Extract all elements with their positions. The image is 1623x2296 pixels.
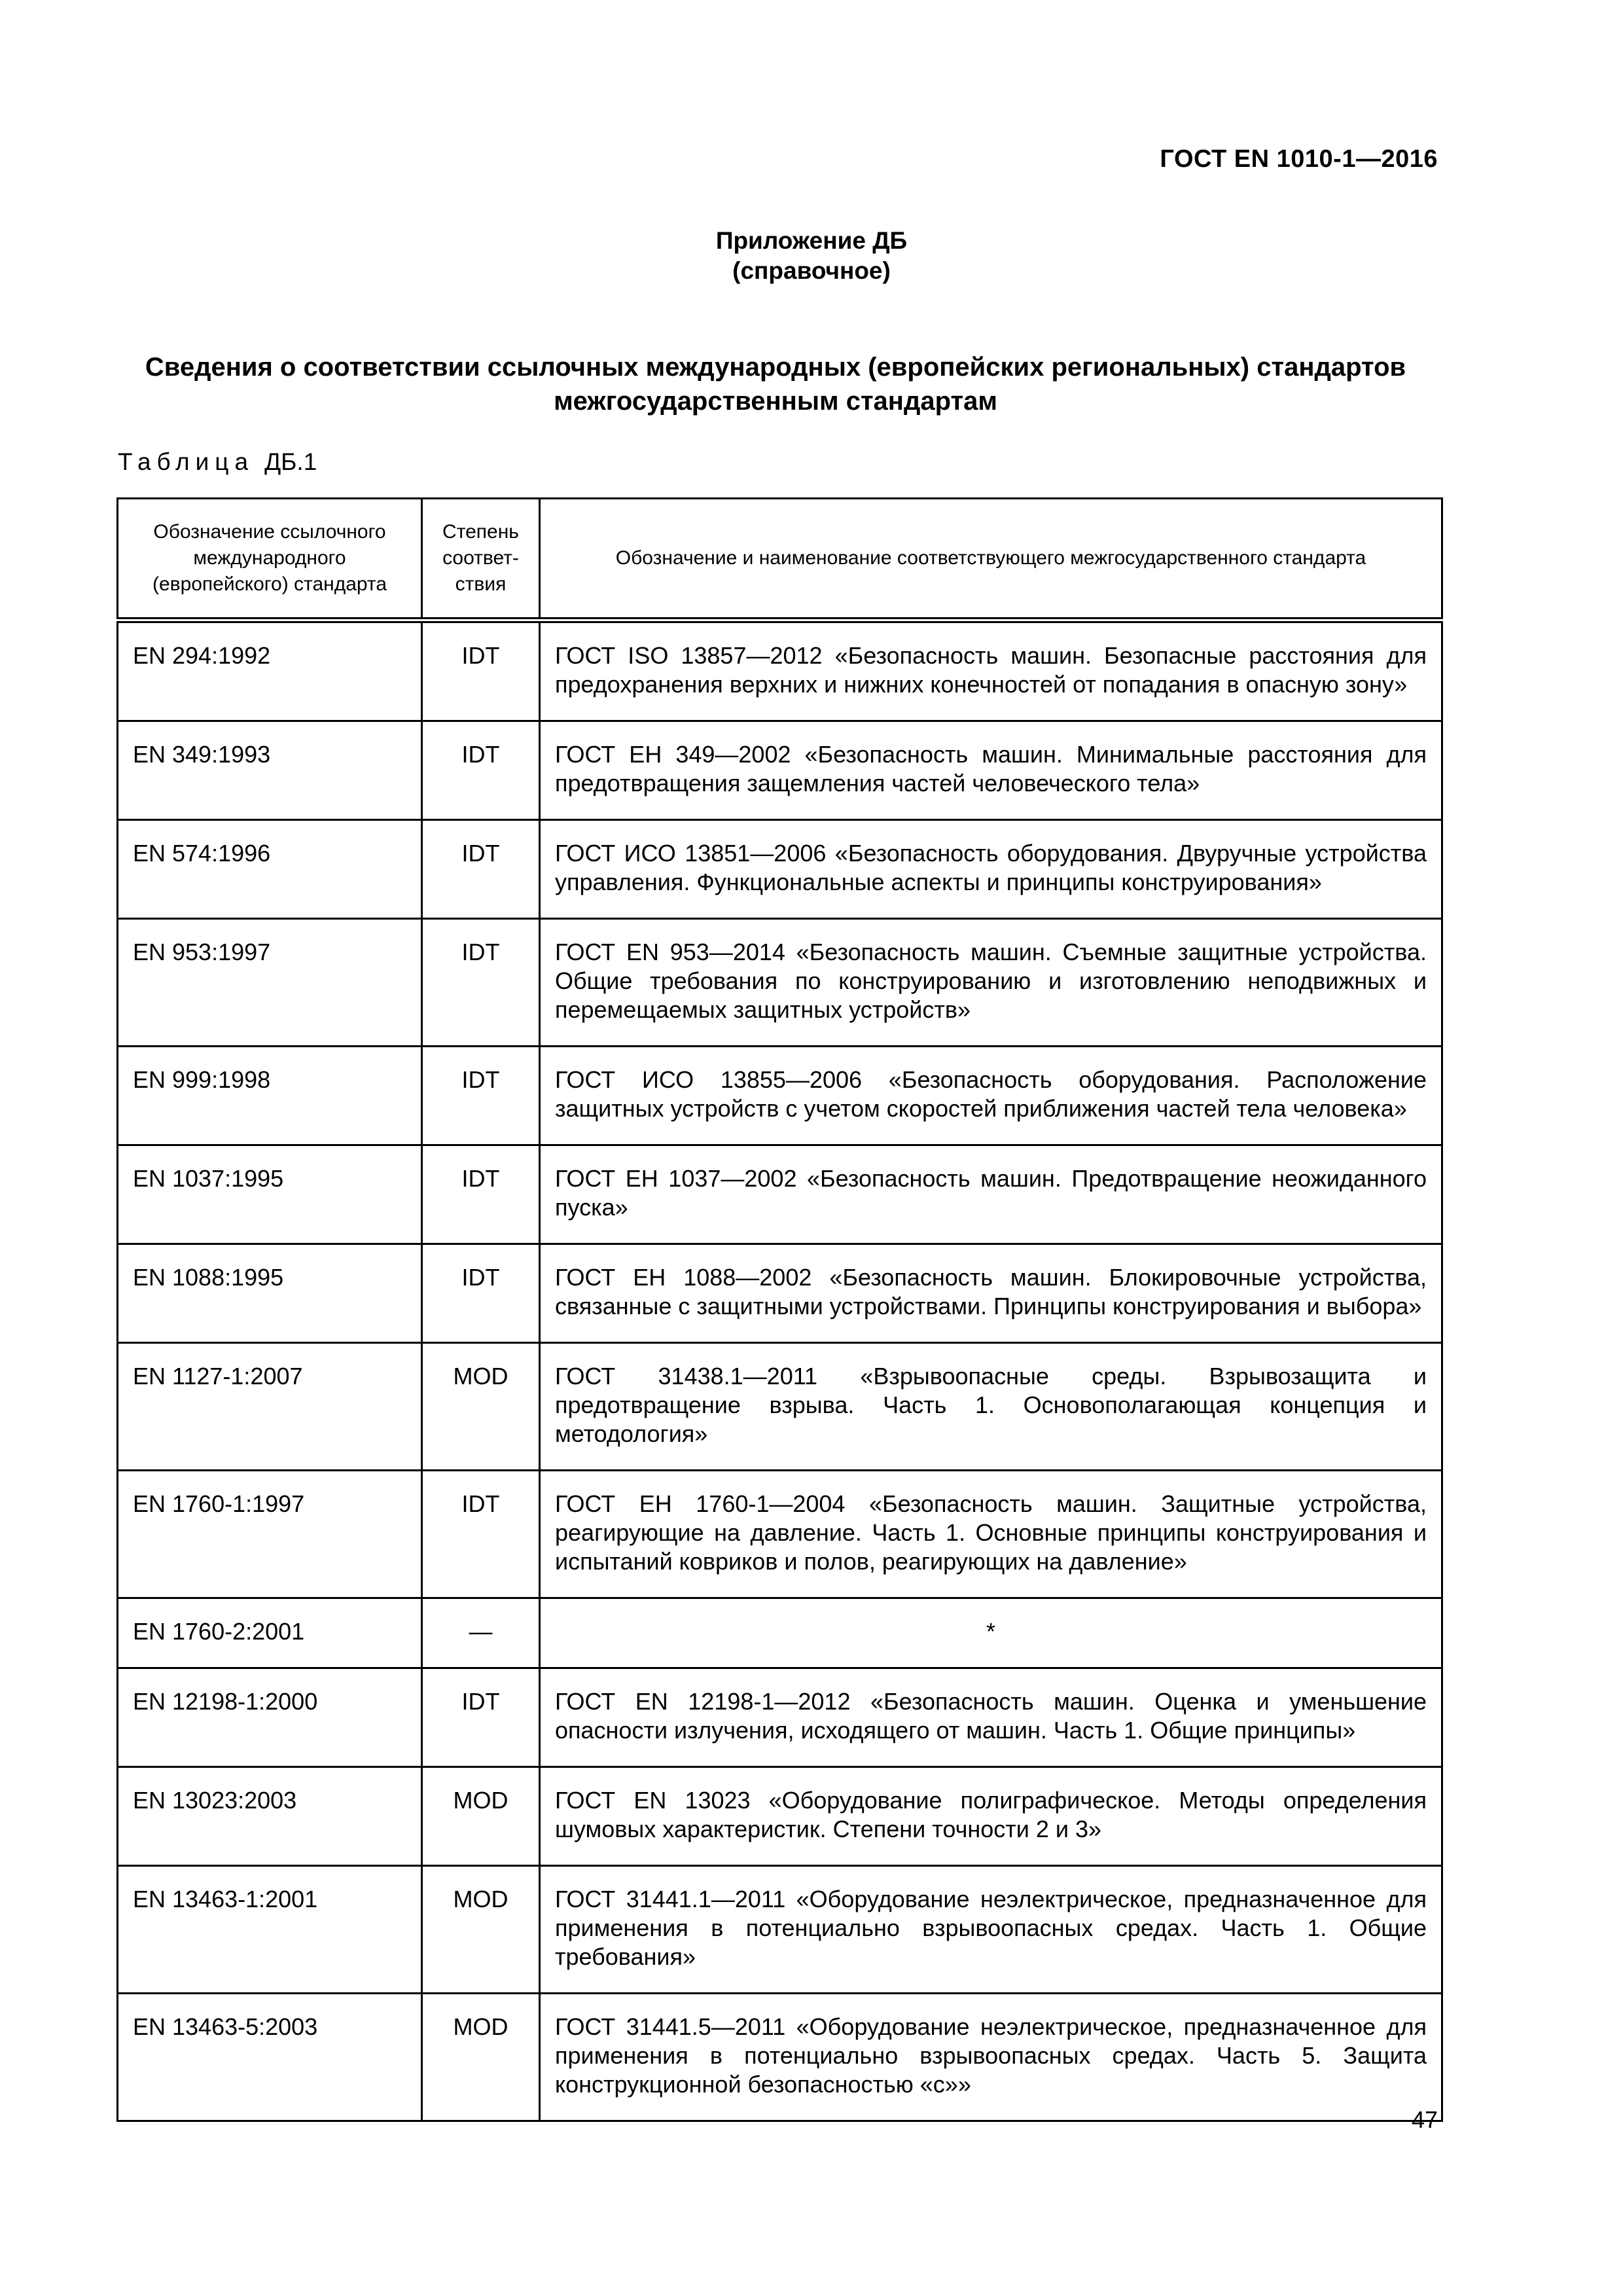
cell-standard-name: ГОСТ EN 13023 «Оборудование полиграфическое. Методы определения шумовых характеристик. Степени точности 2 и 3» (540, 1767, 1442, 1866)
header-degree: Степень соответ- ствия (422, 499, 540, 620)
cell-degree: IDT (422, 919, 540, 1047)
table-row (118, 1598, 1442, 1668)
cell-degree: IDT (422, 620, 540, 721)
cell-standard-name: ГОСТ EN 953—2014 «Безопасность машин. Съемные защитные устройства. Общие требования по конструированию и изготовлению неподвижных и перемещаемых защитных устройств» (540, 919, 1442, 1047)
cell-standard-name: ГОСТ ИСО 13855—2006 «Безопасность оборудования. Расположение защитных устройств с учетом скоростей приближения частей тела человека» (540, 1047, 1442, 1145)
correspondence-table (116, 497, 1443, 2122)
cell-designation: EN 12198-1:2000 (118, 1668, 422, 1767)
cell-standard-name: ГОСТ ИСО 13851—2006 «Безопасность оборудования. Двуручные устройства управления. Функциональные аспекты и принципы конструирования» (540, 820, 1442, 919)
cell-designation: EN 953:1997 (118, 919, 422, 1047)
table-row (118, 820, 1442, 919)
cell-standard-name: ГОСТ EN 12198-1—2012 «Безопасность машин. Оценка и уменьшение опасности излучения, исходящего от машин. Часть 1. Общие принципы» (540, 1668, 1442, 1767)
cell-degree: MOD (422, 1343, 540, 1471)
cell-degree: — (422, 1598, 540, 1668)
cell-degree: MOD (422, 1866, 540, 1994)
section-title-line1: Сведения о соответствии ссылочных международных (европейских региональных) стандартов (145, 353, 1406, 382)
cell-standard-name: ГОСТ ЕН 1088—2002 «Безопасность машин. Блокировочные устройства, связанные с защитными устройствами. Принципы конструирования и выбора» (540, 1244, 1442, 1343)
cell-designation: EN 349:1993 (118, 721, 422, 820)
table-row (118, 1471, 1442, 1598)
table-row (118, 1244, 1442, 1343)
cell-designation: EN 13463-1:2001 (118, 1866, 422, 1994)
document-code: ГОСТ EN 1010-1—2016 (1160, 145, 1438, 173)
cell-standard-name: ГОСТ ЕН 1760-1—2004 «Безопасность машин. Защитные устройства, реагирующие на давление. Часть 1. Основные принципы конструирования и испытаний ковриков и полов, реагирующих на давление» (540, 1471, 1442, 1598)
cell-degree: MOD (422, 1994, 540, 2121)
cell-degree: IDT (422, 1145, 540, 1244)
table-row (118, 1145, 1442, 1244)
cell-designation: EN 294:1992 (118, 620, 422, 721)
table-header-row (118, 499, 1442, 620)
cell-standard-name: ГОСТ 31441.1—2011 «Оборудование неэлектрическое, предназначенное для применения в потенциально взрывоопасных средах. Часть 1. Общие требования» (540, 1866, 1442, 1994)
section-title (111, 350, 1440, 418)
table-row (118, 1047, 1442, 1145)
cell-designation: EN 13023:2003 (118, 1767, 422, 1866)
table-body (118, 620, 1442, 2121)
cell-degree: MOD (422, 1767, 540, 1866)
cell-designation: EN 1127-1:2007 (118, 1343, 422, 1471)
table-row (118, 1767, 1442, 1866)
cell-standard-name: ГОСТ ЕН 1037—2002 «Безопасность машин. Предотвращение неожиданного пуска» (540, 1145, 1442, 1244)
table-caption (118, 448, 317, 476)
header-reference-standard: Обозначение ссылочного международного (европейского) стандарта (118, 499, 422, 620)
cell-degree: IDT (422, 1471, 540, 1598)
cell-standard-name: ГОСТ 31441.5—2011 «Оборудование неэлектрическое, предназначенное для применения в потенциально взрывоопасных средах. Часть 5. Защита конструкционной безопасностью «с»» (540, 1994, 1442, 2121)
annex-title: Приложение ДБ (715, 227, 908, 254)
cell-degree: IDT (422, 1668, 540, 1767)
annex-type: (справочное) (732, 257, 891, 284)
table-header (118, 499, 1442, 620)
cell-designation: EN 1037:1995 (118, 1145, 422, 1244)
table-row (118, 1343, 1442, 1471)
table-row (118, 1866, 1442, 1994)
table-row (118, 1994, 1442, 2121)
table-row (118, 1668, 1442, 1767)
table-row (118, 919, 1442, 1047)
cell-designation: EN 13463-5:2003 (118, 1994, 422, 2121)
section-title-line2: межгосударственным стандартам (554, 387, 997, 416)
cell-degree: IDT (422, 1047, 540, 1145)
table-caption-number: ДБ.1 (264, 448, 317, 475)
cell-degree: IDT (422, 820, 540, 919)
cell-standard-name: ГОСТ ISO 13857—2012 «Безопасность машин. Безопасные расстояния для предохранения верхних и нижних конечностей от попадания в опасную зону» (540, 620, 1442, 721)
table-caption-word: Таблица (118, 448, 255, 475)
cell-standard-name: ГОСТ ЕН 349—2002 «Безопасность машин. Минимальные расстояния для предотвращения защемления частей человеческого тела» (540, 721, 1442, 820)
page-number: 47 (1411, 2106, 1438, 2133)
cell-designation: EN 574:1996 (118, 820, 422, 919)
cell-designation: EN 1760-1:1997 (118, 1471, 422, 1598)
annex-heading (0, 226, 1623, 286)
table-row (118, 721, 1442, 820)
cell-standard-name: ГОСТ 31438.1—2011 «Взрывоопасные среды. Взрывозащита и предотвращение взрыва. Часть 1. Основополагающая концепция и методология» (540, 1343, 1442, 1471)
table-row (118, 620, 1442, 721)
cell-designation: EN 999:1998 (118, 1047, 422, 1145)
cell-standard-name: * (540, 1598, 1442, 1668)
header-interstate-standard: Обозначение и наименование соответствующего межгосударственного стандарта (540, 499, 1442, 620)
cell-degree: IDT (422, 721, 540, 820)
cell-degree: IDT (422, 1244, 540, 1343)
cell-designation: EN 1760-2:2001 (118, 1598, 422, 1668)
cell-designation: EN 1088:1995 (118, 1244, 422, 1343)
